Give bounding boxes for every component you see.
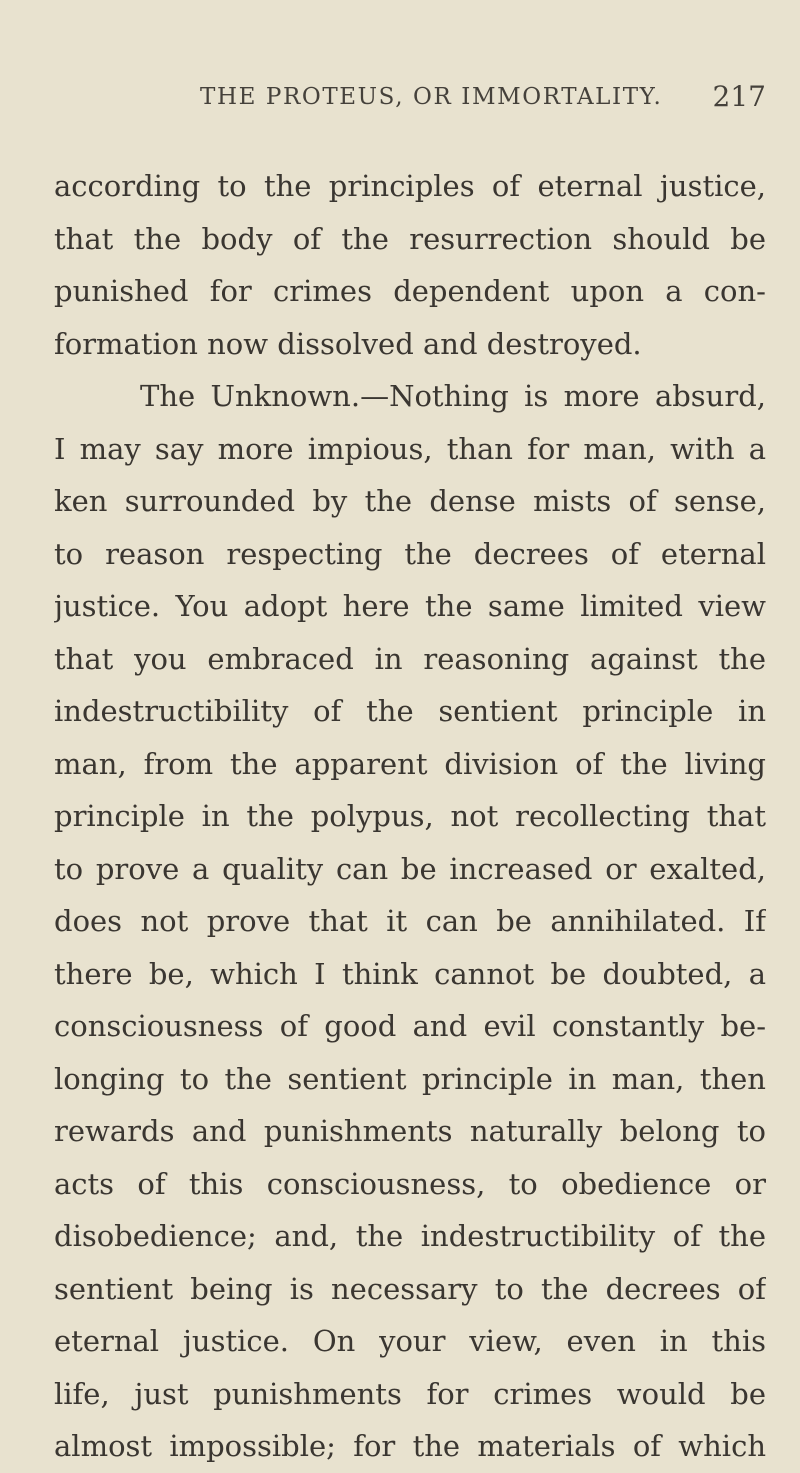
text-line: according to the principles of eternal justice, xyxy=(54,169,766,203)
text-line: to reason respecting the decrees of eternal xyxy=(54,536,766,571)
text-line: consciousness of good and evil constantly be- xyxy=(54,1009,766,1043)
text-line: indestructibility of the sentient principle in xyxy=(54,694,766,728)
text-line: disobedience; and, the indestructibility of the xyxy=(54,1219,766,1253)
text-line: there be, which I think cannot be doubted, a xyxy=(54,956,766,991)
text-line: life, just punishments for crimes would be xyxy=(54,1376,766,1411)
text-line: man, from the apparent division of the living xyxy=(54,746,766,781)
text-line: sentient being is necessary to the decrees of xyxy=(54,1271,766,1306)
text-line: longing to the sentient principle in man, then xyxy=(54,1061,766,1096)
text-line: does not prove that it can be annihilated. If xyxy=(54,904,766,938)
text-line: I may say more impious, than for man, with a xyxy=(54,431,766,466)
text-line: ken surrounded by the dense mists of sense, xyxy=(54,484,766,518)
text-line: justice. You adopt here the same limited view xyxy=(54,589,766,623)
body-text xyxy=(54,160,766,1473)
text-line: The Unknown.—Nothing is more absurd, xyxy=(140,379,766,413)
text-line: punished for crimes dependent upon a con- xyxy=(54,274,766,308)
text-line: that you embraced in reasoning against the xyxy=(54,641,766,676)
text-line: that the body of the resurrection should be xyxy=(54,221,766,256)
text-line: acts of this consciousness, to obedience or xyxy=(54,1166,766,1201)
text-line: formation now dissolved and destroyed. xyxy=(54,326,642,361)
page-header xyxy=(200,80,766,124)
text-line: rewards and punishments naturally belong to xyxy=(54,1114,766,1148)
text-line: eternal justice. On your view, even in this xyxy=(54,1324,766,1358)
text-line: to prove a quality can be increased or exalted, xyxy=(54,851,766,886)
running-title: THE PROTEUS, OR IMMORTALITY. xyxy=(200,84,663,110)
page-number: 217 xyxy=(712,80,766,113)
text-line: almost impossible; for the materials of which xyxy=(54,1429,766,1463)
text-line: principle in the polypus, not recollecting that xyxy=(54,799,766,833)
